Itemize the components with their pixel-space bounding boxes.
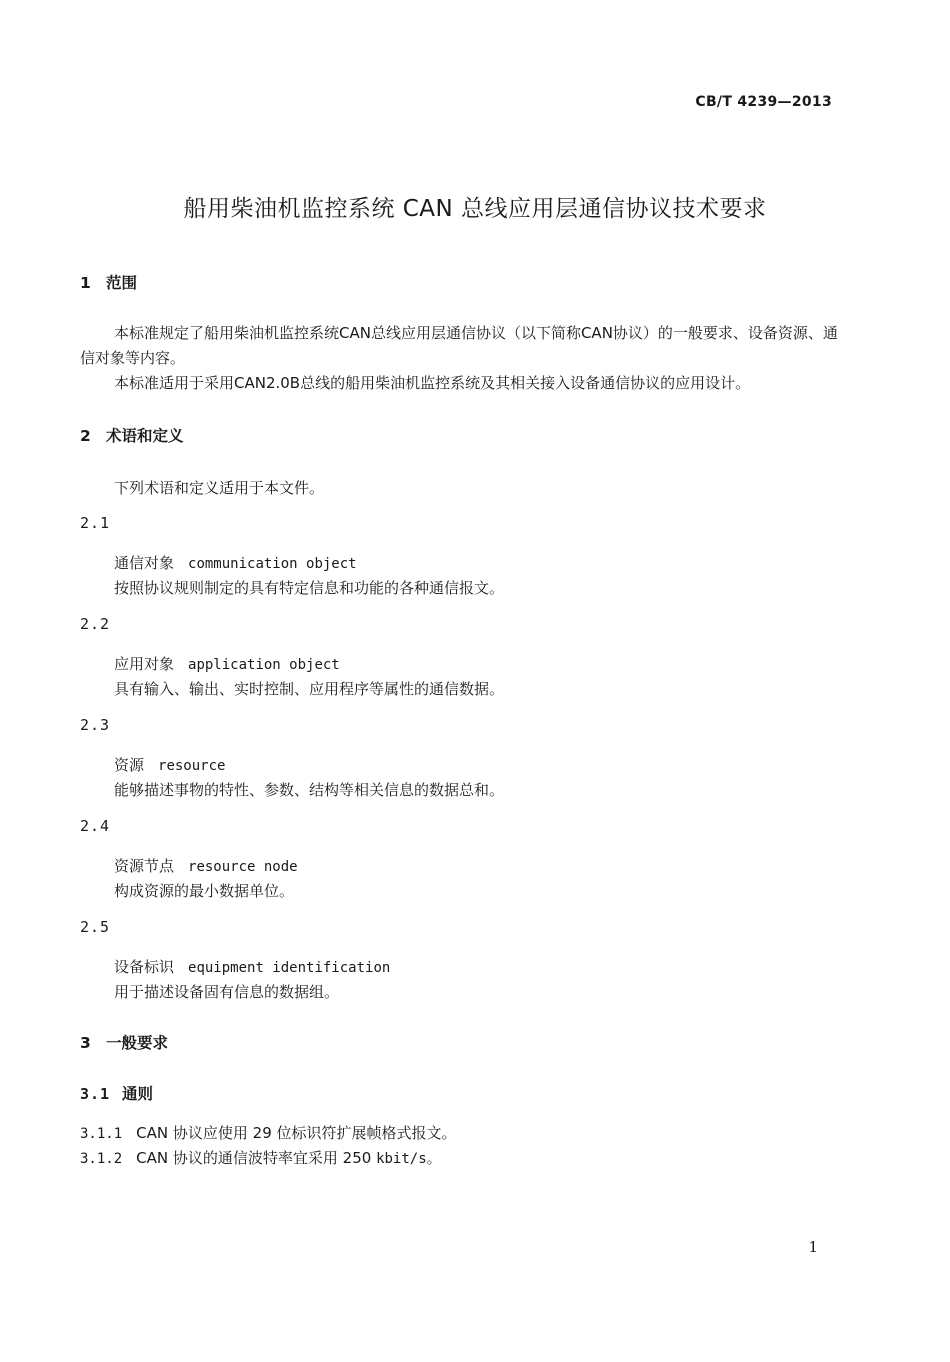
term-en: equipment identification	[188, 960, 391, 976]
term-heading	[114, 552, 357, 573]
scope-paragraph-1: 本标准规定了船用柴油机监控系统CAN总线应用层通信协议（以下简称CAN协议）的一般要求、设备资源、通信对象等内容。	[80, 324, 838, 367]
term-zh: 通信对象	[114, 554, 175, 572]
standard-number: CB/T 4239—2013	[695, 94, 832, 110]
clause-3-1-2	[80, 1147, 442, 1168]
term-number: 2.4	[80, 817, 111, 835]
subsection-number: 3.1	[80, 1085, 111, 1103]
term-definition: 构成资源的最小数据单位。	[114, 882, 295, 900]
section-number: 1	[80, 274, 91, 292]
term-definition: 能够描述事物的特性、参数、结构等相关信息的数据总和。	[114, 781, 505, 799]
term-en: resource node	[188, 859, 298, 875]
term-en: resource	[158, 758, 226, 774]
term-definition: 按照协议规则制定的具有特定信息和功能的各种通信报文。	[114, 579, 505, 597]
term-zh: 应用对象	[114, 655, 175, 673]
section-number: 3	[80, 1034, 91, 1052]
term-definition: 具有输入、输出、实时控制、应用程序等属性的通信数据。	[114, 680, 505, 698]
term-zh: 资源节点	[114, 857, 175, 875]
clause-text: CAN 协议的通信波特率宜采用 250	[136, 1149, 377, 1167]
clause-text: CAN 协议应使用 29 位标识符扩展帧格式报文。	[136, 1124, 457, 1142]
term-definition: 用于描述设备固有信息的数据组。	[114, 983, 340, 1001]
clause-number: 3.1.2	[80, 1151, 123, 1167]
subsection-title: 通则	[122, 1085, 154, 1103]
section-title: 一般要求	[106, 1034, 169, 1052]
clause-number: 3.1.1	[80, 1126, 123, 1142]
scope-paragraph-2: 本标准适用于采用CAN2.0B总线的船用柴油机监控系统及其相关接入设备通信协议的应用设计。	[114, 374, 751, 392]
term-en: application object	[188, 657, 340, 673]
term-number: 2.2	[80, 615, 111, 633]
term-zh: 设备标识	[114, 958, 175, 976]
section-title: 术语和定义	[106, 427, 184, 445]
terms-intro: 下列术语和定义适用于本文件。	[114, 479, 325, 497]
section-title: 范围	[106, 274, 138, 292]
term-heading	[114, 956, 390, 977]
section-1-heading	[80, 271, 137, 293]
term-number: 2.1	[80, 514, 111, 532]
clause-end: 。	[426, 1149, 442, 1167]
term-number: 2.5	[80, 918, 111, 936]
term-heading	[114, 754, 225, 775]
term-number: 2.3	[80, 716, 111, 734]
section-number: 2	[80, 427, 91, 445]
clause-3-1-1	[80, 1122, 457, 1143]
clause-unit: kbit/s	[376, 1151, 427, 1167]
page-number: 1	[808, 1238, 818, 1256]
term-heading	[114, 855, 298, 876]
section-2-heading	[80, 424, 184, 446]
term-zh: 资源	[114, 756, 145, 774]
section-3-heading	[80, 1031, 168, 1053]
document-title: 船用柴油机监控系统 CAN 总线应用层通信协议技术要求	[183, 196, 767, 222]
subsection-3-1-heading	[80, 1082, 153, 1104]
term-heading	[114, 653, 340, 674]
term-en: communication object	[188, 556, 357, 572]
